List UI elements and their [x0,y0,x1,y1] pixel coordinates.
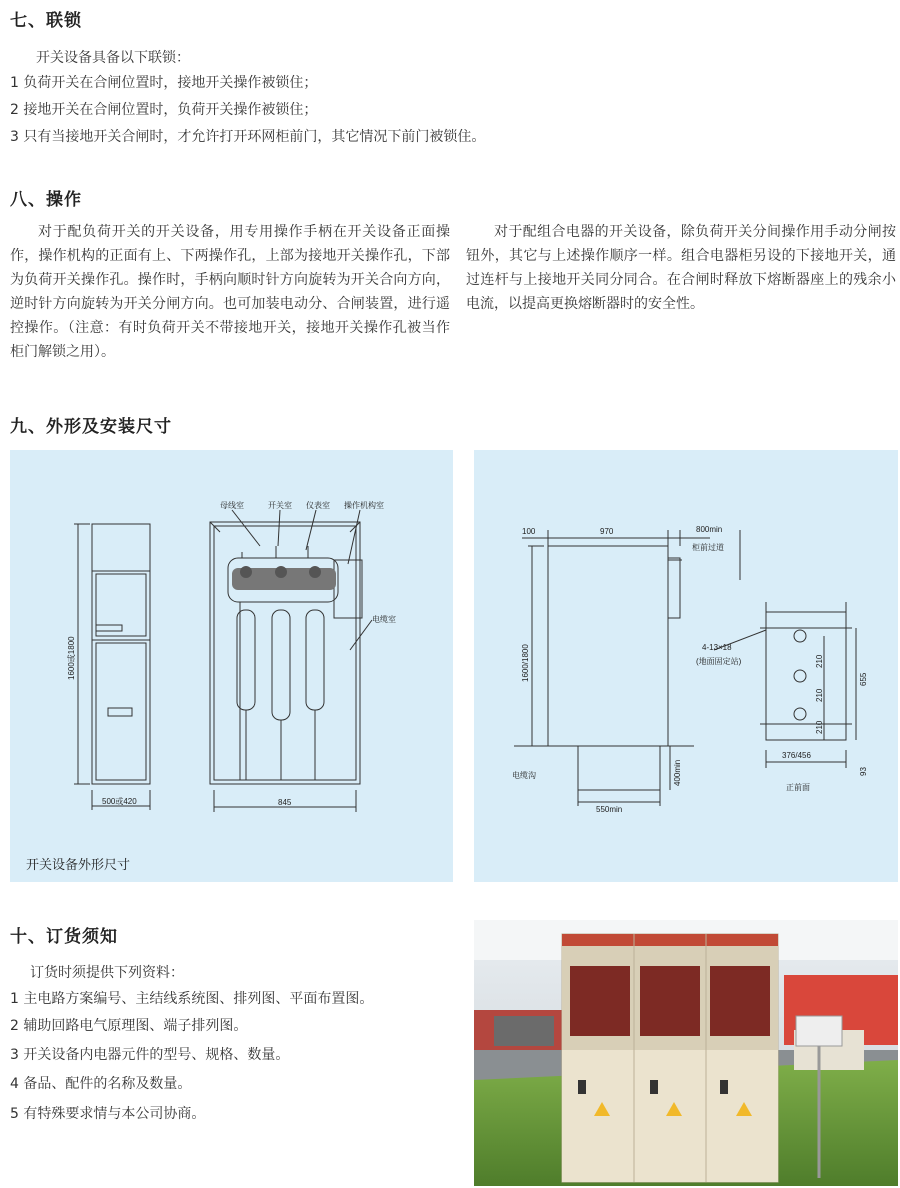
label-spacing-3: 210 [815,720,824,734]
diagram-caption: 开关设备外形尺寸 [26,858,131,873]
label-cab-height: 1600/1800 [521,644,530,682]
label-busbar-room: 母线室 [220,501,244,510]
ordering-item-1: 1 主电路方案编号、主结线系统图、排列图、平面布置图。 [10,991,374,1007]
cabinet-outline-drawing [10,450,453,882]
installation-dimension-diagram [474,450,898,882]
dim-100: 100 [522,527,536,536]
operation-left-paragraph: 对于配负荷开关的开关设备，用专用操作手柄在开关设备正面操作，操作机构的正面有上、下两操作孔，上部为接地开关操作孔，下部为负荷开关操作孔。操作时，手柄向顺时针方向旋转为开关合向方向，逆时针方向旋转为开关分闸方向。也可加装电动分、合闸装置，进行遥控操作。（注意：有时负荷开关不带接地开关，接地开关操作孔被当作柜门解锁之用）。 [10,224,450,360]
label-spacing-2: 210 [815,688,824,702]
label-cable-room: 电缆室 [372,615,396,624]
label-trench-depth: 400min [673,759,682,786]
ordering-item-4: 4 备品、配件的名称及数量。 [10,1076,192,1092]
label-holes: 4-13×18 [702,643,732,652]
label-trench-width: 550min [596,805,623,814]
interlock-item-3: 3 只有当接地开关合闸时，才允许打开环网柜前门，其它情况下前门被锁住。 [10,129,486,145]
label-total: 655 [859,672,868,686]
installation-drawing [474,450,898,882]
dim-800min: 800min [696,525,723,534]
label-depth: 845 [278,798,292,807]
label-width: 500或420 [102,797,137,806]
switchgear-product-photo [474,920,898,1186]
label-front: 正前面 [786,783,810,792]
label-switch-room: 开关室 [268,501,292,510]
interlock-item-2: 2 接地开关在合闸位置时，负荷开关操作被锁住； [10,102,318,118]
interlock-item-1: 1 负荷开关在合闸位置时，接地开关操作被锁住； [10,75,318,91]
outline-dimension-diagram [10,450,453,882]
ordering-item-2: 2 辅助回路电气原理图、端子排列图。 [10,1018,248,1034]
operation-right-paragraph: 对于配组合电器的开关设备，除负荷开关分间操作用手动分闸按钮外，其它与上述操作顺序一样。组合电器柜另设的下接地开关，通过连杆与上接地开关同分同合。在合闸时释放下熔断器座上的残余小电流，以提高更换熔断器时的安全性。 [466,224,896,312]
label-height: 1600或1800 [67,636,76,680]
section-7-title: 七、联锁 [10,11,82,31]
section-9-title: 九、外形及安装尺寸 [10,417,172,437]
ordering-item-5: 5 有特殊要求情与本公司协商。 [10,1106,206,1122]
label-spacing-1: 210 [815,654,824,668]
label-holes-note: (地面固定站) [696,657,742,666]
label-aisle: 柜前过道 [692,543,724,552]
label-base-width: 376/456 [782,751,811,760]
label-bottom: 93 [859,767,868,776]
interlock-intro: 开关设备具备以下联锁： [36,50,190,66]
ordering-intro: 订货时须提供下列资料： [30,965,184,981]
label-mechanism-room: 操作机构室 [344,501,384,510]
label-trench: 电缆沟 [512,771,536,780]
section-8-title: 八、操作 [10,190,82,210]
section-10-title: 十、订货须知 [10,927,118,947]
dim-970: 970 [600,527,614,536]
ordering-item-3: 3 开关设备内电器元件的型号、规格、数量。 [10,1047,290,1063]
label-instrument-room: 仪表室 [306,501,330,510]
